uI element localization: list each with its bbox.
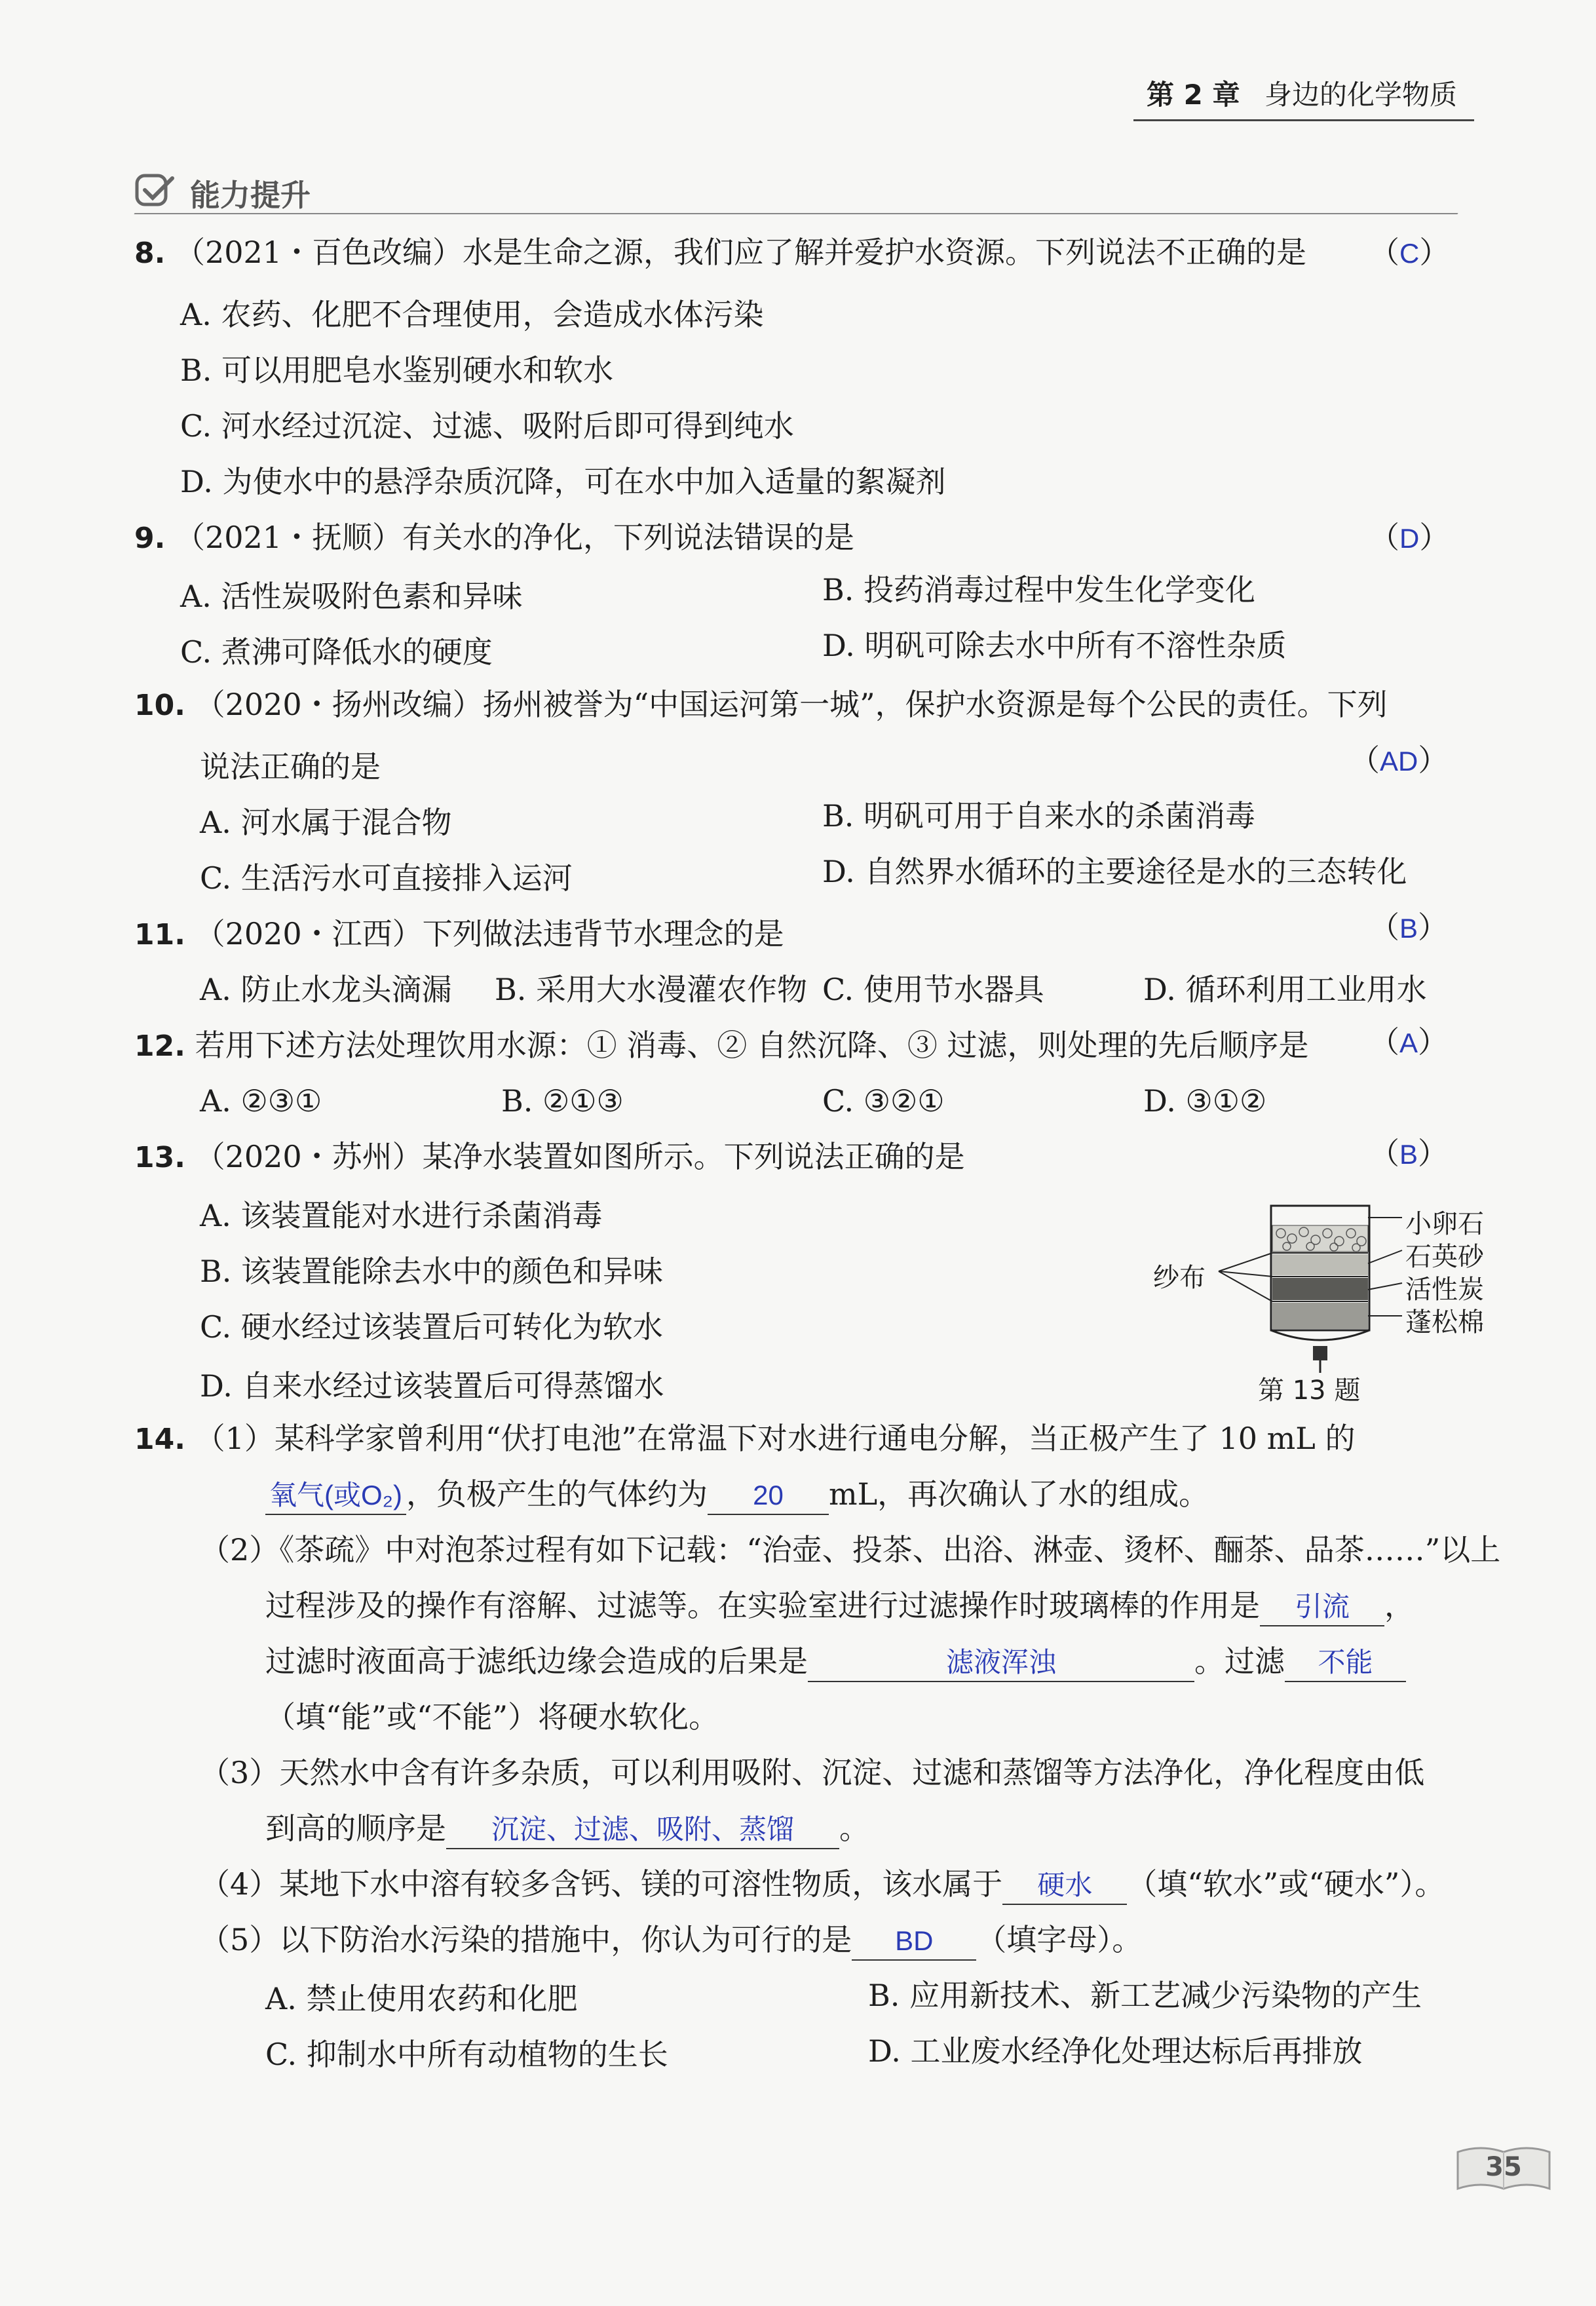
- question-text: （填“软水”或“硬水”）。: [1127, 1866, 1445, 1902]
- question-11-answer: （B）: [1369, 910, 1449, 945]
- layer-label-sand: 石英砂: [1405, 1242, 1484, 1272]
- question-8-stem: [134, 233, 1306, 273]
- question-14-part-2-line-3: [265, 1642, 1406, 1682]
- section-title: 能力提升: [190, 178, 311, 213]
- answer-text: B: [1399, 1139, 1418, 1170]
- chapter-title: 身边的化学物质: [1264, 79, 1458, 111]
- option-a: A. 防止水龙头滴漏: [200, 972, 452, 1007]
- question-14-part-2-line-2: [265, 1586, 1415, 1626]
- option-a: A. 活性炭吸附色素和异味: [180, 579, 523, 614]
- question-10-stem: [134, 685, 1388, 725]
- question-12-answer: （A）: [1369, 1024, 1449, 1060]
- question-number: 13.: [134, 1141, 185, 1174]
- option-d: D. 自来水经过该装置后可得蒸馏水: [200, 1368, 664, 1404]
- question-text: 过程涉及的操作有溶解、过滤等。在实验室进行过滤操作时玻璃棒的作用是: [265, 1588, 1260, 1623]
- option-a: A. 禁止使用农药和化肥: [265, 1981, 578, 2016]
- option-b: B. ②①③: [501, 1083, 624, 1119]
- question-number: 9.: [134, 522, 166, 555]
- question-number: 11.: [134, 918, 185, 951]
- answer-text: B: [1399, 913, 1418, 944]
- question-14-part-2-line-4: （填“能”或“不能”）将硬水软化。: [265, 1699, 719, 1735]
- outlet-valve: [1313, 1346, 1327, 1360]
- option-d: D. 明矾可除去水中所有不溶性杂质: [822, 628, 1287, 663]
- question-text: （2020・苏州）某净水装置如图所示。下列说法正确的是: [195, 1139, 965, 1174]
- question-10-stem-cont: 说法正确的是: [200, 749, 381, 784]
- question-14-part-2: （2）《茶疏》中对泡茶过程有如下记载：“治壶、投茶、出浴、淋壶、烫杯、酾茶、品茶……”以上: [200, 1532, 1501, 1567]
- question-13-stem: [134, 1137, 965, 1178]
- answer-blank: 20: [753, 1480, 784, 1510]
- question-9-answer: （D）: [1369, 520, 1450, 555]
- option-d: D. 循环利用工业用水: [1143, 972, 1427, 1007]
- question-8-answer: （C）: [1369, 235, 1450, 270]
- option-d: D. 为使水中的悬浮杂质沉降，可在水中加入适量的絮凝剂: [180, 464, 946, 499]
- option-c: C. 抑制水中所有动植物的生长: [265, 2037, 668, 2072]
- layer-label-carbon: 活性炭: [1405, 1275, 1484, 1305]
- question-14-part-3: （3）天然水中含有许多杂质，可以利用吸附、沉淀、过滤和蒸馏等方法净化，净化程度由低: [200, 1755, 1425, 1790]
- answer-blank: 沉淀、过滤、吸附、蒸馏: [491, 1814, 794, 1845]
- option-a: A. 该装置能对水进行杀菌消毒: [200, 1198, 603, 1233]
- answer-text: C: [1399, 238, 1420, 269]
- question-number: 8.: [134, 237, 166, 270]
- question-number: 14.: [134, 1423, 185, 1456]
- option-a: A. 农药、化肥不合理使用，会造成水体污染: [180, 297, 764, 332]
- question-14-part-5: [200, 1920, 1142, 1961]
- figure-caption: 第 13 题: [1258, 1375, 1361, 1406]
- option-b: B. 该装置能除去水中的颜色和异味: [200, 1254, 664, 1289]
- question-text: 过滤时液面高于滤纸边缘会造成的后果是: [265, 1643, 808, 1679]
- question-11-stem: [134, 914, 784, 955]
- option-c: C. 生活污水可直接排入运河: [200, 860, 573, 896]
- answer-blank: 硬水: [1037, 1870, 1093, 1900]
- answer-blank: 引流: [1294, 1591, 1350, 1622]
- question-text: 到高的顺序是: [265, 1811, 446, 1846]
- question-text: mL，再次确认了水的组成。: [829, 1476, 1209, 1512]
- punctuation: ，: [1384, 1588, 1415, 1623]
- question-14-part-1: [134, 1419, 1355, 1459]
- question-number: 10.: [134, 689, 185, 722]
- question-number: 12.: [134, 1029, 185, 1063]
- question-14-part-4: [200, 1864, 1445, 1905]
- answer-blank: BD: [895, 1925, 934, 1956]
- chapter-label: 第 2 章: [1147, 79, 1240, 111]
- question-text: （填字母）。: [976, 1922, 1143, 1957]
- option-b: B. 可以用肥皂水鉴别硬水和软水: [180, 353, 614, 388]
- option-c: C. ③②①: [822, 1083, 945, 1119]
- question-text: （2021・百色改编）水是生命之源，我们应了解并爱护水资源。下列说法不正确的是: [174, 235, 1307, 270]
- option-b: B. 明矾可用于自来水的杀菌消毒: [822, 798, 1256, 834]
- header-rule: [1133, 119, 1474, 121]
- answer-text: D: [1399, 523, 1420, 554]
- option-a: A. ②③①: [200, 1083, 322, 1119]
- layer-label-cotton: 蓬松棉: [1405, 1307, 1484, 1337]
- sand-layer: [1272, 1254, 1368, 1275]
- answer-text: AD: [1380, 746, 1418, 777]
- question-text: 若用下述方法处理饮用水源：① 消毒、② 自然沉降、③ 过滤，则处理的先后顺序是: [195, 1028, 1309, 1063]
- question-text: 。过滤: [1194, 1643, 1285, 1679]
- question-10-answer: （AD）: [1350, 742, 1449, 778]
- option-b: B. 应用新技术、新工艺减少污染物的产生: [868, 1978, 1422, 2013]
- option-c: C. 河水经过沉淀、过滤、吸附后即可得到纯水: [180, 408, 794, 444]
- page-number: 35: [1485, 2152, 1522, 2182]
- question-text: （2021・抚顺）有关水的净化，下列说法错误的是: [174, 520, 855, 555]
- punctuation: 。: [839, 1811, 869, 1846]
- section-rule: [134, 213, 1458, 214]
- option-d: D. ③①②: [1143, 1083, 1267, 1119]
- option-c: C. 煮沸可降低水的硬度: [180, 634, 493, 670]
- option-d: D. 工业废水经净化处理达标后再排放: [868, 2033, 1363, 2069]
- question-14-part-1-cont: [265, 1474, 1209, 1515]
- question-text: （2020・江西）下列做法违背节水理念的是: [195, 916, 784, 951]
- layer-label-pebble: 小卵石: [1405, 1209, 1484, 1239]
- answer-text: A: [1399, 1028, 1418, 1058]
- option-a: A. 河水属于混合物: [200, 805, 452, 840]
- option-c: C. 使用节水器具: [822, 972, 1044, 1007]
- checkmark-icon: [134, 172, 176, 214]
- gauze-label: 纱布: [1153, 1263, 1206, 1293]
- option-b: B. 采用大水漫灌农作物: [495, 972, 808, 1007]
- answer-blank: 不能: [1318, 1647, 1373, 1678]
- question-9-stem: [134, 518, 854, 558]
- question-text: （2020・扬州改编）扬州被誉为“中国运河第一城”，保护水资源是每个公民的责任。下列: [195, 687, 1388, 722]
- option-b: B. 投药消毒过程中发生化学变化: [822, 572, 1256, 607]
- answer-blank: 滤液浑浊: [945, 1647, 1056, 1678]
- carbon-layer: [1272, 1278, 1368, 1300]
- answer-blank: 氧气(或O₂): [269, 1480, 402, 1510]
- question-text: ，负极产生的气体约为: [406, 1476, 708, 1512]
- question-13-answer: （B）: [1369, 1136, 1449, 1171]
- question-text: （5）以下防治水污染的措施中，你认为可行的是: [200, 1922, 852, 1957]
- question-14-part-3-line-2: [265, 1809, 869, 1849]
- option-c: C. 硬水经过该装置后可转化为软水: [200, 1309, 663, 1345]
- question-text: （4）某地下水中溶有较多含钙、镁的可溶性物质，该水属于: [200, 1866, 1003, 1902]
- option-d: D. 自然界水循环的主要途径是水的三态转化: [822, 854, 1407, 889]
- cotton-layer: [1272, 1303, 1368, 1329]
- question-12-stem: [134, 1026, 1308, 1066]
- question-text: （1）某科学家曾利用“伏打电池”在常温下对水进行通电分解，当正极产生了 10 mL 的: [195, 1421, 1356, 1456]
